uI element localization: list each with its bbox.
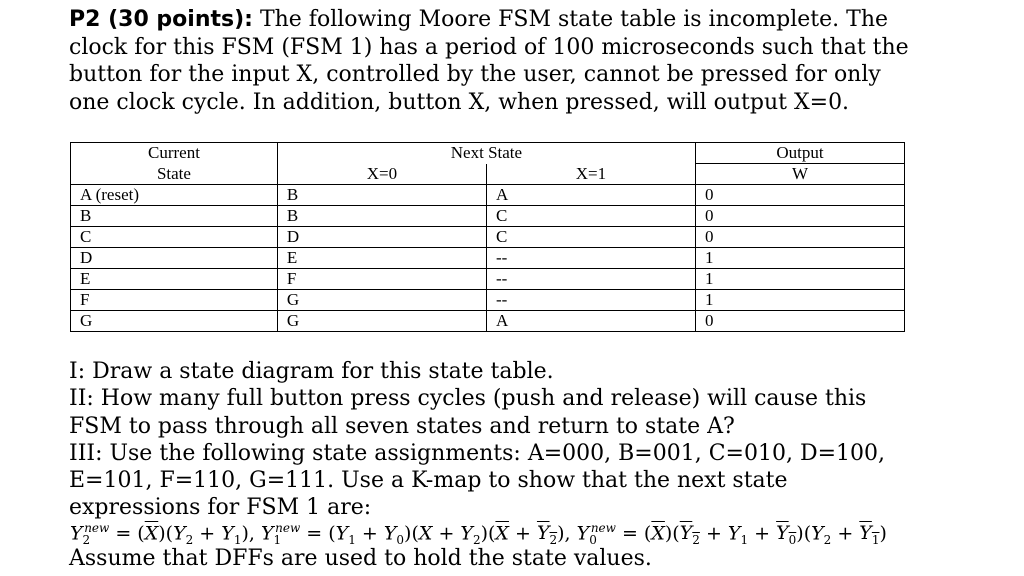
table-row: [71, 311, 905, 332]
cell-w: 0: [695, 185, 904, 206]
table-header-row-2: [71, 164, 905, 185]
header-x1: X=1: [486, 164, 695, 185]
intro-line-1: [69, 6, 969, 34]
table-row: [71, 185, 905, 206]
cell-state: B: [71, 206, 278, 227]
cell-w: 1: [695, 248, 904, 269]
next-state-equations: $Y_2^{new} = (\overline{X})(Y_2 + Y_1)$, $Y_1^{new} = (Y_1 + Y_0)(X + Y_2)(\overline{X} + Y_2)$, $Y_0^{new} = (\overline{X})(Y_2 + Y_1 + Y_0)(Y_2 + Y_1)$: [70, 521, 887, 548]
header-w: W: [695, 164, 904, 185]
table-row: [71, 248, 905, 269]
question-2-line-2: FSM to pass through all seven states and return to state A?: [69, 413, 735, 439]
cell-x1: A: [486, 185, 695, 206]
cell-x1: --: [486, 248, 695, 269]
table-row: [71, 290, 905, 311]
problem-label: P2 (30 points):: [69, 7, 253, 32]
cell-x1: A: [486, 311, 695, 332]
table-header-row-1: [71, 143, 905, 164]
header-current: Current: [71, 143, 278, 164]
intro-line-1-text: The following Moore FSM state table is incomplete. The: [252, 7, 889, 32]
question-3-line-1: III: Use the following state assignments: A=000, B=001, C=010, D=100,: [69, 440, 886, 466]
cell-w: 1: [695, 290, 904, 311]
cell-x0: E: [277, 248, 486, 269]
cell-state: E: [71, 269, 278, 290]
cell-x0: F: [277, 269, 486, 290]
assumption-line: Assume that DFFs are used to hold the state values.: [69, 546, 652, 571]
table-row: [71, 269, 905, 290]
cell-state: G: [71, 311, 278, 332]
state-table: [70, 142, 905, 332]
cell-state: F: [71, 290, 278, 311]
question-3-line-3: expressions for FSM 1 are:: [69, 495, 372, 521]
table-row: [71, 206, 905, 227]
intro-line-2: clock for this FSM (FSM 1) has a period of 100 microseconds such that the: [69, 34, 909, 60]
question-1: I: Draw a state diagram for this state table.: [69, 359, 554, 384]
cell-x1: --: [486, 269, 695, 290]
cell-x0: D: [277, 227, 486, 248]
question-3-line-2: E=101, F=110, G=111. Use a K-map to show that the next state: [69, 468, 788, 494]
cell-state: A (reset): [71, 185, 278, 206]
cell-x1: C: [486, 206, 695, 227]
intro-line-3: button for the input X, controlled by the user, cannot be pressed for only: [69, 62, 881, 87]
cell-w: 0: [695, 227, 904, 248]
header-next-state: Next State: [277, 143, 695, 164]
cell-x1: --: [486, 290, 695, 311]
intro-line-4: one clock cycle. In addition, button X, when pressed, will output X=0.: [69, 89, 850, 115]
cell-x0: B: [277, 206, 486, 227]
problem-intro: [69, 6, 969, 116]
cell-state: C: [71, 227, 278, 248]
cell-state: D: [71, 248, 278, 269]
cell-x0: G: [277, 311, 486, 332]
cell-w: 1: [695, 269, 904, 290]
cell-x0: G: [277, 290, 486, 311]
header-output: Output: [695, 143, 904, 164]
cell-w: 0: [695, 206, 904, 227]
cell-x1: C: [486, 227, 695, 248]
header-x0: X=0: [277, 164, 486, 185]
questions: [69, 358, 969, 522]
header-state: State: [71, 164, 278, 185]
question-2-line-1: II: How many full button press cycles (push and release) will cause this: [69, 386, 867, 412]
table-row: [71, 227, 905, 248]
cell-x0: B: [277, 185, 486, 206]
cell-w: 0: [695, 311, 904, 332]
